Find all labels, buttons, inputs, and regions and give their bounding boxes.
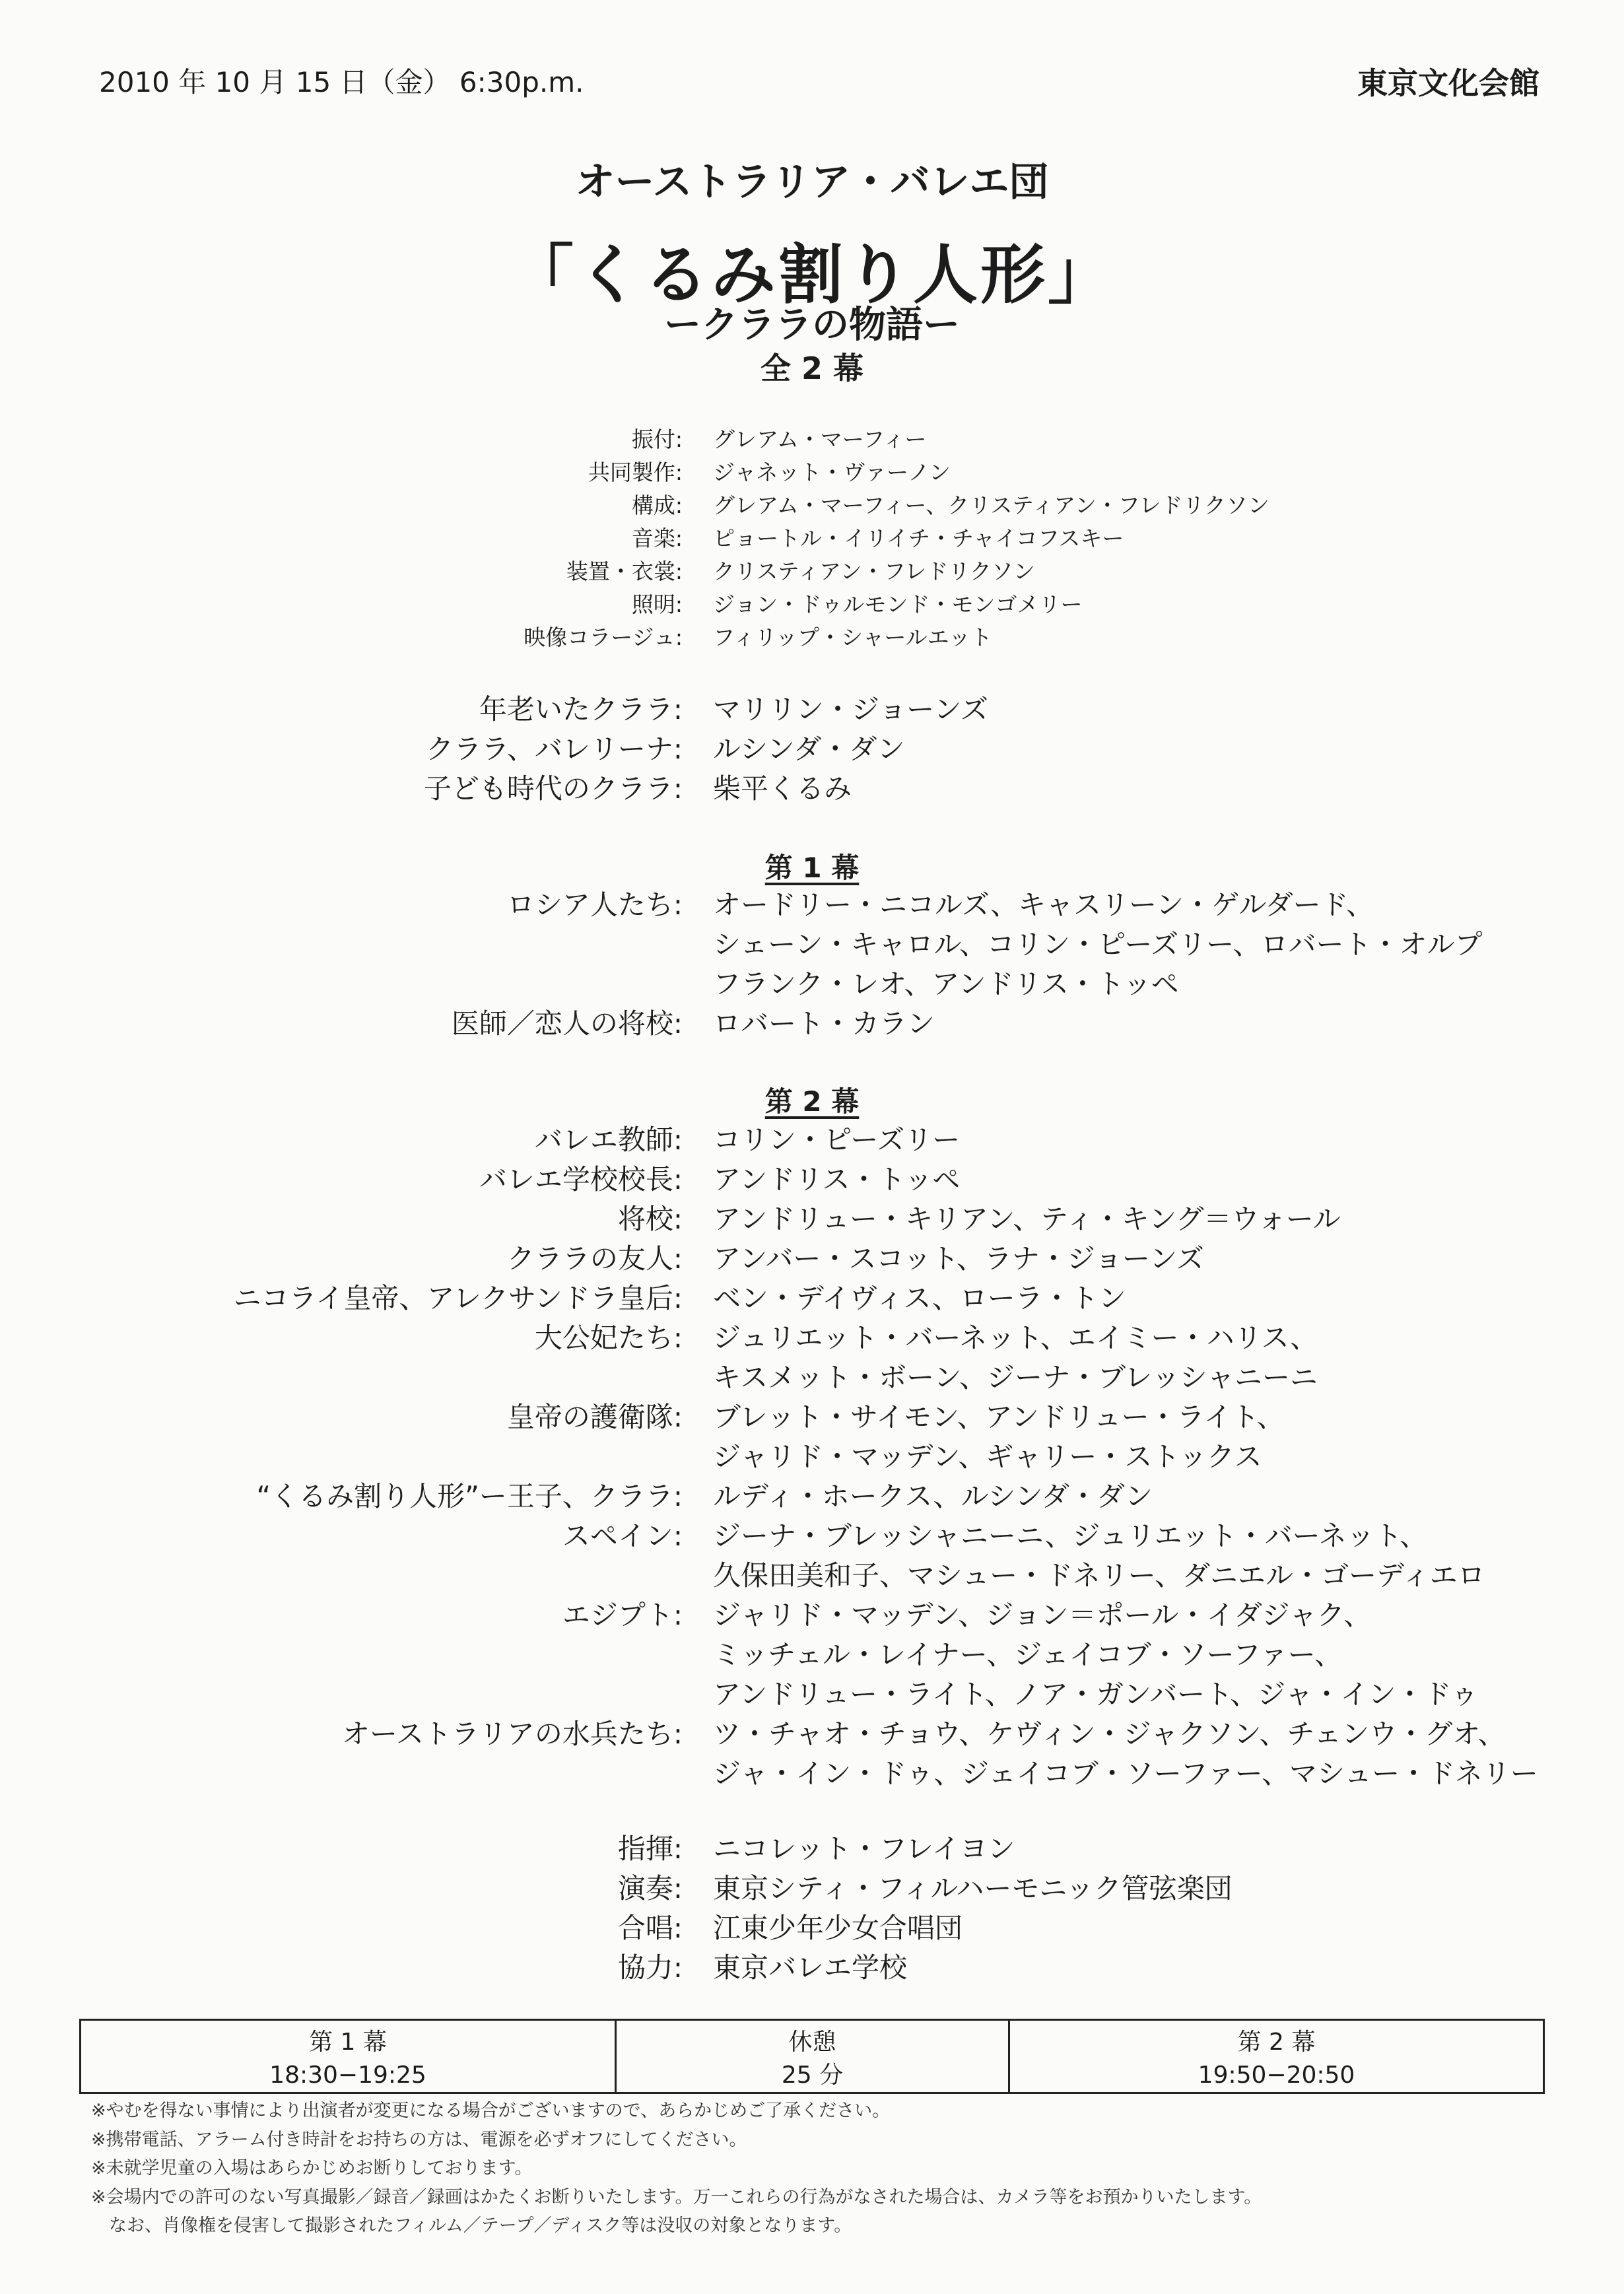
role-label: 医師／恋人の将校: xyxy=(451,1007,683,1040)
schedule-title: 第 2 幕 xyxy=(1237,2029,1316,2056)
role-label: 皇帝の護衛隊: xyxy=(506,1401,683,1433)
schedule-table xyxy=(79,2019,1545,2094)
role-label: ニコライ皇帝、アレクサンドラ皇后: xyxy=(233,1282,683,1314)
dancer-names: ツ・チャオ・チョウ、ケヴィン・ジャクソン、チェンウ・グオ、 xyxy=(713,1718,1506,1750)
acts-count: 全 2 幕 xyxy=(760,351,864,386)
dancer-names: ルディ・ホークス、ルシンダ・ダン xyxy=(713,1480,1153,1512)
credit-label: 演奏: xyxy=(617,1872,683,1905)
role-label: 年老いたクララ: xyxy=(479,693,683,725)
dancer-names: キスメット・ボーン、ジーナ・ブレッシャニーニ xyxy=(713,1361,1318,1394)
schedule-time: 25 分 xyxy=(781,2062,844,2089)
role-label: スペイン: xyxy=(562,1520,683,1552)
work-title: 「くるみ割り人形」 xyxy=(508,238,1115,313)
dancer-names: コリン・ピーズリー xyxy=(713,1124,961,1156)
schedule-title: 休憩 xyxy=(788,2029,836,2056)
schedule-cell-act2 xyxy=(1008,2021,1543,2092)
credit-value: グレアム・マーフィー、クリスティアン・フレドリクソン xyxy=(713,492,1269,518)
dancer-names: マリリン・ジョーンズ xyxy=(713,693,989,725)
credit-label: 指揮: xyxy=(617,1833,683,1865)
role-label: “くるみ割り人形”ー王子、クララ: xyxy=(256,1480,683,1512)
dancer-names: アンドリス・トッペ xyxy=(713,1163,961,1196)
footnote: ※未就学児童の入場はあらかじめお断りしております。 xyxy=(91,2158,533,2178)
footnote: ※会場内での許可のない写真撮影／録音／録画はかたくお断りいたします。万一これらの行為がなされた場合は、カメラ等をお預かりいたします。 xyxy=(91,2186,1262,2208)
credit-label: 音楽: xyxy=(631,525,683,551)
schedule-title: 第 1 幕 xyxy=(309,2029,387,2056)
role-label: バレエ教師: xyxy=(534,1124,683,1156)
credit-label: 合唱: xyxy=(617,1912,683,1944)
credit-value: 東京バレエ学校 xyxy=(713,1951,908,1984)
act1-heading-text: 第 1 幕 xyxy=(764,852,860,884)
dancer-names: フランク・レオ、アンドリス・トッペ xyxy=(713,968,1179,1000)
credit-value: グレアム・マーフィー xyxy=(713,426,927,452)
act2-heading-text: 第 2 幕 xyxy=(764,1085,860,1118)
footnote: ※やむを得ない事情により出演者が変更になる場合がございますので、あらかじめご了承ください。 xyxy=(91,2101,891,2121)
schedule-time: 18:30−19:25 xyxy=(269,2062,426,2089)
credit-value: 東京シティ・フィルハーモニック管弦楽団 xyxy=(713,1872,1233,1905)
act1-heading xyxy=(0,846,1624,886)
role-label: 将校: xyxy=(617,1203,683,1235)
dancer-names: ジャリド・マッデン、ギャリー・ストックス xyxy=(713,1440,1262,1473)
performance-date: 2010 年 10 月 15 日（金） 6:30p.m. xyxy=(99,66,584,98)
role-label: 子ども時代のクララ: xyxy=(423,772,683,805)
schedule-cell-intermission xyxy=(615,2021,1008,2092)
dancer-names: シェーン・キャロル、コリン・ピーズリー、ロバート・オルプ xyxy=(713,928,1483,961)
credit-value: ジョン・ドゥルモンド・モンゴメリー xyxy=(713,591,1083,617)
role-label: ロシア人たち: xyxy=(506,889,683,921)
role-label: バレエ学校校長: xyxy=(479,1163,683,1196)
company-name: オーストラリア・バレエ団 xyxy=(575,159,1049,205)
dancer-names: アンバー・スコット、ラナ・ジョーンズ xyxy=(713,1242,1204,1275)
dancer-names: 柴平くるみ xyxy=(713,772,852,805)
schedule-time: 19:50−20:50 xyxy=(1198,2062,1355,2089)
dancer-names: ジャ・イン・ドゥ、ジェイコブ・ソーファー、マシュー・ドネリー xyxy=(713,1757,1538,1790)
credit-value: クリスティアン・フレドリクソン xyxy=(713,558,1035,584)
credit-value: ピョートル・イリイチ・チャイコフスキー xyxy=(713,525,1124,551)
credit-value: ジャネット・ヴァーノン xyxy=(713,459,951,485)
credit-value: ニコレット・フレイヨン xyxy=(713,1833,1015,1865)
dancer-names: ジャリド・マッデン、ジョン＝ポール・イダジャク、 xyxy=(713,1599,1372,1631)
credit-label: 映像コラージュ: xyxy=(524,624,683,650)
credit-label: 構成: xyxy=(631,492,683,518)
dancer-names: 久保田美和子、マシュー・ドネリー、ダニエル・ゴーディエロ xyxy=(713,1559,1485,1592)
credit-label: 装置・衣裳: xyxy=(566,558,683,584)
credit-value: 江東少年少女合唱団 xyxy=(713,1912,963,1944)
work-subtitle: ークララの物語ー xyxy=(664,304,960,347)
role-label: クララの友人: xyxy=(506,1242,683,1275)
footnote: なお、肖像権を侵害して撮影されたフィルム／テープ／ディスク等は没収の対象となります。 xyxy=(91,2215,852,2236)
dancer-names: ロバート・カラン xyxy=(713,1007,935,1040)
role-label: エジプト: xyxy=(562,1599,683,1631)
dancer-names: ルシンダ・ダン xyxy=(713,733,905,765)
dancer-names: アンドリュー・キリアン、ティ・キング＝ウォール xyxy=(713,1203,1341,1235)
role-label: オーストラリアの水兵たち: xyxy=(341,1718,683,1750)
footnote: ※携帯電話、アラーム付き時計をお持ちの方は、電源を必ずオフにしてください。 xyxy=(91,2129,747,2150)
dancer-names: ミッチェル・レイナー、ジェイコブ・ソーファー、 xyxy=(713,1638,1342,1671)
act2-heading xyxy=(0,1080,1624,1120)
dancer-names: ベン・デイヴィス、ローラ・トン xyxy=(713,1282,1126,1314)
credit-value: フィリップ・シャールエット xyxy=(713,624,993,650)
role-label: クララ、バレリーナ: xyxy=(426,733,683,765)
dancer-names: ジーナ・ブレッシャニーニ、ジュリエット・バーネット、 xyxy=(713,1520,1427,1552)
dancer-names: ジュリエット・バーネット、エイミー・ハリス、 xyxy=(713,1322,1318,1354)
dancer-names: アンドリュー・ライト、ノア・ガンバート、ジャ・イン・ドゥ xyxy=(713,1678,1479,1710)
venue-name: 東京文化会館 xyxy=(1357,65,1539,101)
role-label: 大公妃たち: xyxy=(534,1322,683,1354)
credit-label: 照明: xyxy=(631,591,683,617)
credit-label: 振付: xyxy=(631,426,683,452)
dancer-names: オードリー・ニコルズ、キャスリーン・ゲルダード、 xyxy=(713,889,1374,921)
credit-label: 共同製作: xyxy=(588,459,683,485)
schedule-cell-act1 xyxy=(81,2021,615,2092)
credit-label: 協力: xyxy=(617,1951,683,1984)
dancer-names: ブレット・サイモン、アンドリュー・ライト、 xyxy=(713,1401,1285,1433)
footnotes xyxy=(91,2097,1262,2241)
